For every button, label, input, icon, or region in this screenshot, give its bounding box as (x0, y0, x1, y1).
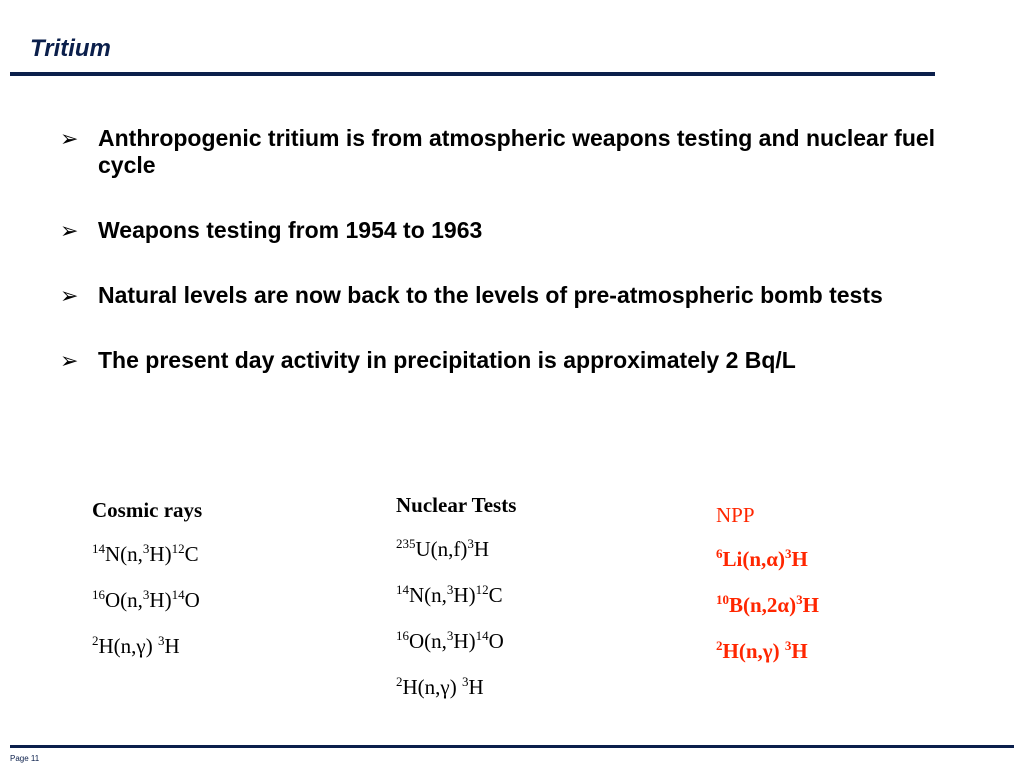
bullet-item (60, 347, 980, 374)
reaction-text: H) (453, 583, 476, 607)
bullet-text: Anthropogenic tritium is from atmospheric weapons testing and nuclear fuel cycle (98, 125, 936, 178)
reaction-text: U(n,f) (415, 537, 468, 561)
reaction-text: H) (149, 588, 172, 612)
reaction-formula (716, 639, 819, 663)
mass-number: 14 (92, 541, 105, 556)
reaction-text: C (184, 542, 199, 566)
bullet-item (60, 125, 980, 179)
reaction-formula (396, 583, 516, 607)
mass-number: 3 (796, 592, 803, 607)
reaction-text: H(n,γ) (722, 639, 785, 663)
arrow-bullet-icon: ➢ (60, 218, 79, 243)
mass-number: 16 (92, 587, 105, 602)
mass-number: 12 (475, 582, 489, 597)
mass-number: 3 (467, 536, 474, 551)
reaction-formula (92, 634, 202, 658)
reaction-text: H (164, 634, 180, 658)
reaction-text: O(n, (409, 629, 447, 653)
reaction-formula (396, 537, 516, 561)
mass-number: 6 (716, 546, 723, 561)
reaction-text: H(n,γ) (402, 675, 462, 699)
arrow-bullet-icon: ➢ (60, 348, 79, 373)
footer-divider (10, 745, 1014, 748)
reaction-text: O(n, (105, 588, 143, 612)
reaction-text: H (802, 593, 819, 617)
mass-number: 3 (784, 546, 792, 561)
mass-number: 235 (396, 536, 416, 551)
bullet-item (60, 217, 980, 244)
mass-number: 3 (142, 541, 150, 556)
reaction-formula (716, 593, 819, 617)
reaction-text: H (791, 639, 808, 663)
mass-number: 3 (157, 633, 165, 648)
reaction-text: N(n, (105, 542, 143, 566)
page-number: Page 11 (10, 754, 40, 763)
mass-number: 3 (446, 582, 454, 597)
mass-number: 12 (171, 541, 185, 556)
reaction-text: O (488, 629, 504, 653)
bullet-text: Weapons testing from 1954 to 1963 (98, 217, 483, 243)
reaction-text: H(n,γ) (98, 634, 158, 658)
column-heading: Cosmic rays (92, 498, 203, 522)
reaction-formula (396, 629, 516, 653)
reaction-text: C (488, 583, 503, 607)
reaction-formula (716, 547, 819, 571)
reaction-text: H) (453, 629, 476, 653)
mass-number: 10 (716, 592, 729, 607)
cosmic-rays-column (92, 498, 202, 680)
bullet-text: Natural levels are now back to the levels of pre-atmospheric bomb tests (98, 282, 883, 308)
reaction-text: H (468, 675, 484, 699)
reaction-text: O (184, 588, 200, 612)
mass-number: 2 (396, 674, 403, 689)
mass-number: 14 (171, 587, 185, 602)
mass-number: 14 (475, 628, 489, 643)
mass-number: 3 (446, 628, 454, 643)
mass-number: 3 (142, 587, 150, 602)
mass-number: 3 (461, 674, 469, 689)
reaction-formula (92, 588, 202, 612)
reaction-text: Li(n,α) (722, 547, 785, 571)
nuclear-tests-column (396, 493, 516, 721)
column-heading: NPP (716, 503, 755, 527)
mass-number: 14 (396, 582, 409, 597)
mass-number: 3 (784, 638, 792, 653)
bullet-list (60, 125, 980, 412)
reaction-text: N(n, (409, 583, 447, 607)
mass-number: 16 (396, 628, 409, 643)
slide-title: Tritium (30, 35, 111, 62)
reaction-formula (396, 675, 516, 699)
bullet-item (60, 282, 980, 309)
reaction-text: B(n,2α) (729, 593, 797, 617)
title-divider (10, 72, 935, 76)
reaction-text: H (473, 537, 490, 561)
arrow-bullet-icon: ➢ (60, 283, 79, 308)
reaction-text: H) (149, 542, 172, 566)
mass-number: 2 (92, 633, 99, 648)
reaction-formula (92, 542, 202, 566)
column-heading: Nuclear Tests (396, 493, 517, 517)
bullet-text: The present day activity in precipitation is approximately 2 Bq/L (98, 347, 796, 373)
mass-number: 2 (716, 638, 723, 653)
reaction-text: H (791, 547, 808, 571)
arrow-bullet-icon: ➢ (60, 126, 79, 151)
npp-column (716, 503, 819, 685)
